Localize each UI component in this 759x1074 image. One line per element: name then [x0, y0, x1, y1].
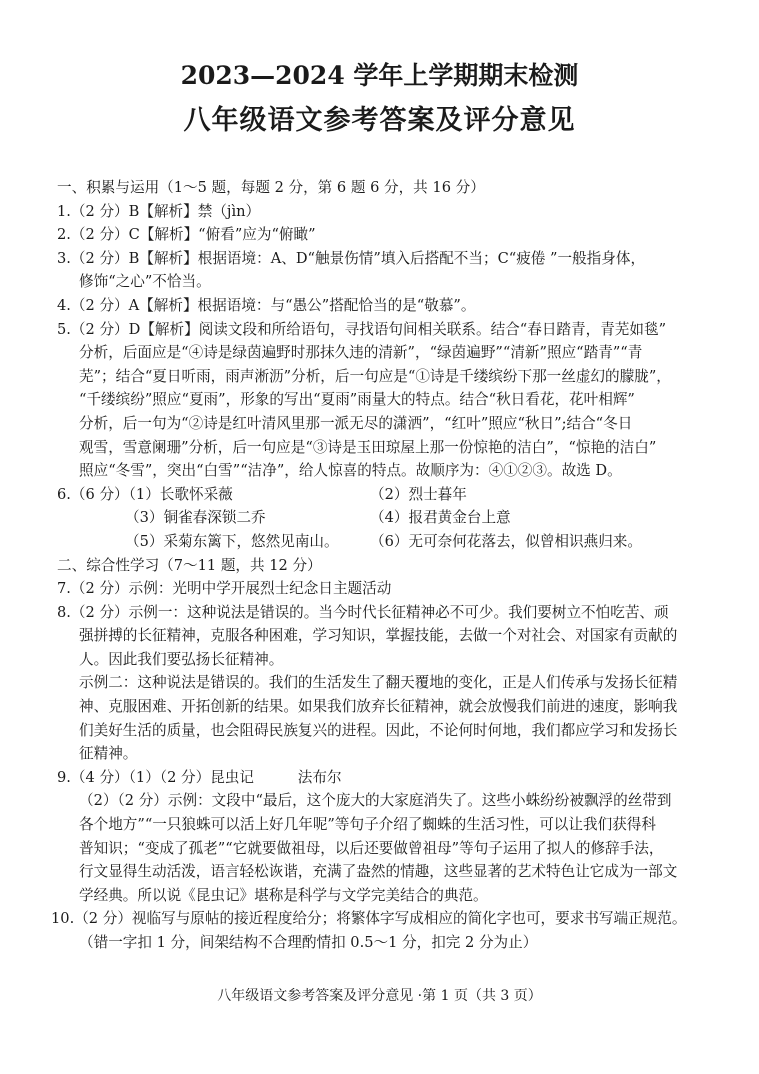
document-subtitle: 八年级语文参考答案及评分意见	[183, 105, 576, 136]
answer-q5-cont: 分析，后面应是“④诗是绿茵遍野时那抹久违的清新”，“绿茵遍野”“清新”照应“踏青”“青	[79, 344, 643, 362]
answer-q9-cont: 普知识；“变成了孤老”“它就要做祖母，以后还要做曾祖母”等句子运用了拟人的修辞手法，	[79, 839, 664, 857]
answer-q6-row2	[57, 506, 707, 530]
section-heading-1: 一、积累与运用（1～5 题，每题 2 分，第 6 题 6 分，共 16 分）	[57, 179, 485, 196]
answer-q9-part2: （2）（2 分）示例：文段中“最后，这个庞大的大家庭消失了。这些小蛛纷纷被飘浮的丝带到	[79, 792, 672, 810]
answer-q8-cont: 强拼搏的长征精神，克服各种困难，学习知识，掌握技能，去做一个对社会、对国家有贡献的	[79, 627, 678, 645]
answer-q6-item6: （6）无可奈何花落去，似曾相识燕归来。	[370, 532, 642, 550]
answer-q5-cont: 观雪，雪意阑珊”分析，后一句应是“③诗是玉田琼屋上那一份惊艳的洁白”，“惊艳的洁白”	[79, 438, 657, 456]
answer-q8-cont: 们美好生活的质量，也会阻碍民族复兴的进程。因此，不论何时何地，我们都应学习和发扬长	[79, 721, 678, 739]
section-heading-2: 二、综合性学习（7～11 题，共 12 分）	[57, 556, 322, 574]
answer-q6-item3: （3）铜雀春深锁二乔	[125, 509, 266, 527]
answer-q6-item5: （5）采菊东篱下，悠然见南山。	[125, 532, 339, 550]
page-footer: 八年级语文参考答案及评分意见 ·第 1 页（共 3 页）	[217, 988, 542, 1004]
answer-q9-cont: 学经典。所以说《昆虫记》堪称是科学与文学完美结合的典范。	[79, 886, 488, 904]
answer-q3: 3.（2 分）B【解析】根据语境：A、D“触景伤情”填入后搭配不当；C“疲倦 ”一般指身体，	[57, 249, 646, 267]
answer-q8-example2: 示例二：这种说法是错误的。我们的生活发生了翻天覆地的变化，正是人们传承与发扬长征精	[79, 674, 678, 692]
answer-q9-cont: 各个地方”“一只狼蛛可以活上好几年呢”等句子介绍了蜘蛛的生活习性，可以让我们获得科	[79, 816, 656, 834]
answer-q1: 1.（2 分）B【解析】禁（jìn）	[57, 202, 261, 220]
answer-q5-cont: 分析，后一句为“②诗是红叶清风里那一派无尽的潇洒”，“红叶”照应“秋日”;结合“冬日	[79, 414, 633, 432]
answer-q3-cont: 修饰“之心”不恰当。	[79, 273, 211, 291]
answer-q5-cont: “千缕缤纷”照应“夏雨”，形象的写出“夏雨”雨量大的特点。结合“秋日看花，花叶相辉”	[79, 391, 635, 409]
answer-q5: 5.（2 分）D【解析】阅读文段和所给语句，寻找语句间相关联系。结合“春日踏青，青芜如毯”	[57, 320, 667, 338]
answer-q9-cont: 行文显得生动活泼，语言轻松诙谐，充满了盎然的情趣，这些显著的艺术特色让它成为一部文	[79, 863, 678, 881]
answer-q9: 9.（4 分）（1）（2 分）昆虫记 法布尔	[57, 768, 342, 786]
answer-q6-row1	[57, 483, 707, 507]
document-title: 2023—2024 学年上学期期末检测	[180, 61, 579, 90]
answer-q8: 8.（2 分）示例一：这种说法是错误的。当今时代长征精神必不可少。我们要树立不怕吃苦、顽	[57, 603, 669, 621]
answer-content	[51, 176, 707, 955]
answer-q6-row3	[57, 530, 707, 554]
answer-q6-item4: （4）报君黄金台上意	[370, 509, 511, 527]
answer-q2: 2.（2 分）C【解析】“俯看”应为“俯瞰”	[57, 226, 316, 244]
answer-q8-cont: 征精神。	[79, 745, 138, 763]
answer-q8-cont: 人。因此我们要弘扬长征精神。	[79, 650, 284, 668]
answer-q7: 7.（2 分）示例：光明中学开展烈士纪念日主题活动	[57, 580, 392, 598]
answer-q6-item2: （2）烈士暮年	[370, 485, 467, 503]
answer-q10-cont: （错一字扣 1 分，间架结构不合理酌情扣 0.5～1 分，扣完 2 分为止）	[79, 934, 538, 951]
answer-q5-cont: 芜”；结合“夏日听雨，雨声淅沥”分析，后一句应是“①诗是千缕缤纷下那一丝虚幻的朦胧”，	[79, 367, 671, 385]
answer-q8-cont: 神、克服困难、开拓创新的结果。如果我们放弃长征精神，就会放慢我们前进的速度，影响我	[79, 698, 678, 716]
answer-q10: 10.（2 分）视临写与原帖的接近程度给分；将繁体字写成相应的简化字也可，要求书写端正规范。	[51, 910, 687, 928]
answer-q5-cont: 照应“冬雪”，突出“白雪”“洁净”，给人惊喜的特点。故顺序为：④①②③。故选 D。	[79, 462, 622, 480]
answer-q6-item1: 6.（6 分）（1）长歌怀采薇	[57, 485, 233, 503]
answer-q4: 4.（2 分）A【解析】根据语境：与“愚公”搭配恰当的是“敬慕”。	[57, 296, 476, 314]
